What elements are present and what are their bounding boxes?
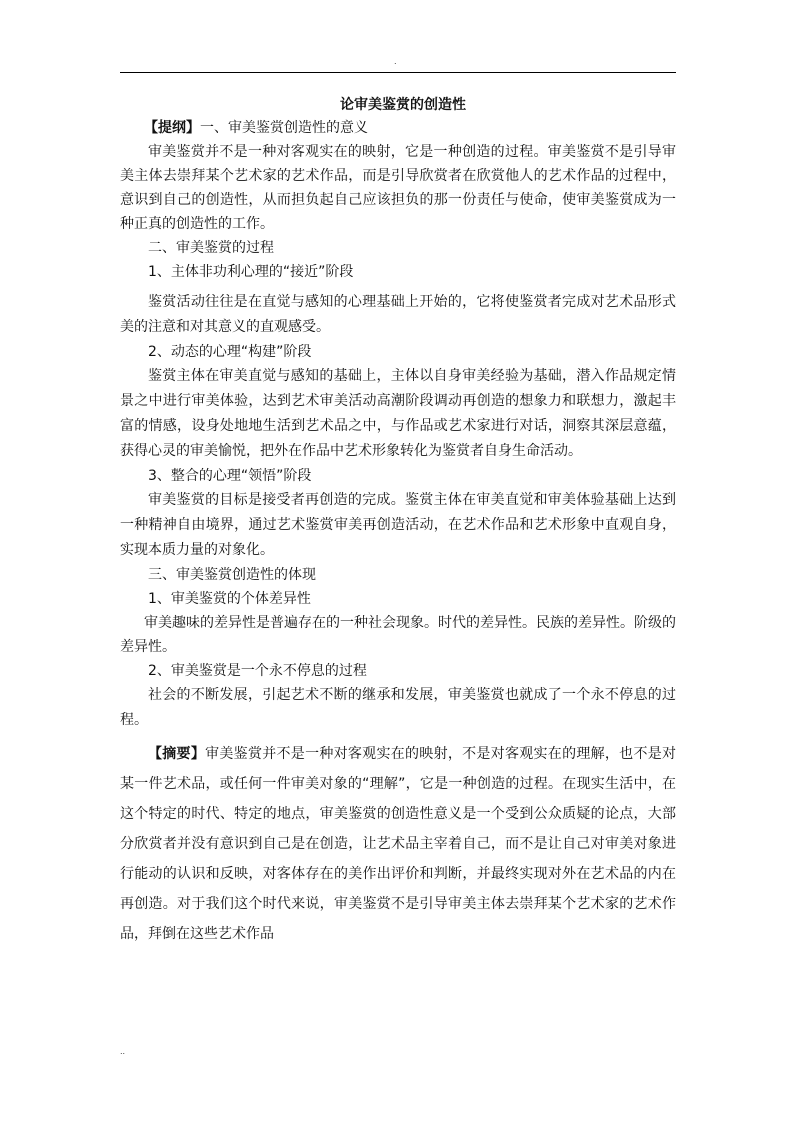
outline-label: 【提纲】: [144, 120, 200, 136]
abstract-paragraph: [120, 739, 676, 949]
section-2-1-heading: 1、主体非功利心理的“接近”阶段: [148, 264, 354, 280]
document-body: [120, 94, 676, 949]
section-1-heading: 一、审美鉴赏创造性的意义: [200, 120, 368, 136]
header-mark: .: [394, 57, 397, 66]
section-2-3-heading: 3、整合的心理“领悟”阶段: [148, 468, 312, 484]
footer-mark: ..: [120, 1047, 126, 1056]
section-3-2-text: 社会的不断发展，引起艺术不断的继承和发展，审美鉴赏也就成了一个永不停息的过程。: [120, 687, 676, 728]
abstract-label: 【摘要】: [148, 746, 206, 762]
section-2-2-heading: 2、动态的心理“构建”阶段: [148, 344, 312, 360]
section-3-1-heading: 1、审美鉴赏的个体差异性: [148, 591, 311, 607]
section-2-2-text: 鉴赏主体在审美直觉与感知的基础上，主体以自身审美经验为基础，潜入作品规定情景之中进行审美体验，达到艺术审美活动高潮阶段调动再创造的想象力和联想力，激起丰富的情感，设身处地地生活到艺术品之中，与作品或艺术家进行对话，洞察其深层意蕴，获得心灵的审美愉悦，把外在作品中艺术形象转化为鉴赏者自身生命活动。: [120, 368, 676, 459]
section-1-text: 审美鉴赏并不是一种对客观实在的映射，它是一种创造的过程。审美鉴赏不是引导审美主体去崇拜某个艺术家的艺术作品，而是引导欣赏者在欣赏他人的艺术作品的过程中，意识到自己的创造性，从而担负起自己应该担负的那一份责任与使命，使审美鉴赏成为一种正真的创造性的工作。: [120, 144, 676, 232]
section-2-3-text: 审美鉴赏的目标是接受者再创造的完成。鉴赏主体在审美直觉和审美体验基础上达到一种精神自由境界，通过艺术鉴赏审美再创造活动，在艺术作品和艺术形象中直观自身，实现本质力量的对象化。: [120, 492, 676, 558]
section-2-heading: 二、审美鉴赏的过程: [148, 240, 274, 256]
outline-section-1-heading: [120, 116, 676, 140]
section-2-1-text: 鉴赏活动往往是在直觉与感知的心理基础上开始的，它将使鉴赏者完成对艺术品形式美的注意和对其意义的直观感受。: [120, 294, 676, 335]
section-3-heading: 三、审美鉴赏创造性的体现: [148, 567, 316, 583]
section-3-1-text: 审美趣味的差异性是普遍存在的一种社会现象。时代的差异性。民族的差异性。阶级的差异性。: [120, 615, 676, 655]
abstract-text: 审美鉴赏并不是一种对客观实在的映射，不是对客观实在的理解，也不是对某一件艺术品，或任何一件审美对象的“理解”，它是一种创造的过程。在现实生活中，在这个特定的时代、特定的地点，审美鉴赏的创造性意义是一个受到公众质疑的论点，大部分欣赏者并没有意识到自己是在创造，让艺术品主宰着自己，而不是让自己对审美对象进行能动的认识和反映，对客体存在的美作出评价和判断，并最终实现对外在艺术品的内在再创造。对于我们这个时代来说，审美鉴赏不是引导审美主体去崇拜某个艺术家的艺术作品，拜倒在这些艺术作品: [120, 746, 677, 942]
section-3-2-heading: 2、审美鉴赏是一个永不停息的过程: [148, 663, 367, 679]
header-rule: [120, 72, 676, 73]
document-title: 论审美鉴赏的创造性: [340, 97, 466, 113]
